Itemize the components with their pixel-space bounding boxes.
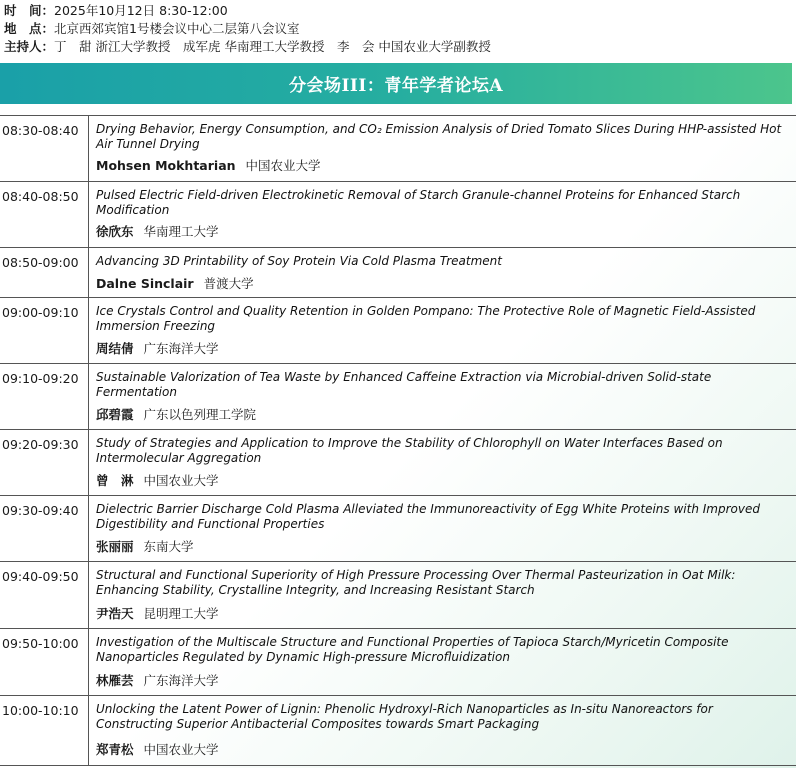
column-divider xyxy=(88,562,89,628)
session-time: 09:10-09:20 xyxy=(2,371,79,386)
column-divider xyxy=(88,116,89,181)
column-divider xyxy=(88,248,89,297)
column-divider xyxy=(88,629,89,695)
speaker-line xyxy=(96,537,194,555)
speaker-name: 林雁芸 xyxy=(96,673,134,688)
time-row xyxy=(4,2,491,20)
session-time: 08:30-08:40 xyxy=(2,123,79,138)
talk-title: Unlocking the Latent Power of Lignin: Phenolic Hydroxyl-Rich Nanoparticles as In-situ Nanoreactors for Constructing Superior Antibacterial Composites towards Smart Packaging xyxy=(96,702,713,731)
place-label: 地 点： xyxy=(4,21,55,36)
speaker-institution: 广东海洋大学 xyxy=(143,673,219,688)
speaker-institution: 中国农业大学 xyxy=(245,158,321,173)
speaker-institution: 普渡大学 xyxy=(203,276,254,291)
speaker-name: 张丽丽 xyxy=(96,539,134,554)
session-time: 09:20-09:30 xyxy=(2,437,79,452)
session-time: 08:40-08:50 xyxy=(2,189,79,204)
host-row xyxy=(4,38,491,56)
talk-title: Study of Strategies and Application to Improve the Stability of Chlorophyll on Water Interfaces Based on Intermolecular Aggregation xyxy=(96,436,723,465)
speaker-name: 邱碧霞 xyxy=(96,407,134,422)
table-row xyxy=(0,298,796,364)
talk-title: Sustainable Valorization of Tea Waste by Enhanced Caffeine Extraction via Microbial-driven Solid-state Fermentation xyxy=(96,370,712,399)
column-divider xyxy=(88,364,89,429)
host-label: 主持人： xyxy=(4,39,55,54)
table-row xyxy=(0,364,796,430)
speaker-line xyxy=(96,740,219,758)
speaker-name: 周结倩 xyxy=(96,341,134,356)
talk-title: Dielectric Barrier Discharge Cold Plasma Alleviated the Immunoreactivity of Egg White Proteins with Improved Digestibility and Functional Properties xyxy=(96,502,760,531)
talk-title: Drying Behavior, Energy Consumption, and CO₂ Emission Analysis of Dried Tomato Slices During HHP-assisted Hot Air Tunnel Drying xyxy=(96,122,782,151)
session-time: 10:00-10:10 xyxy=(2,703,79,718)
session-time: 08:50-09:00 xyxy=(2,255,79,270)
speaker-line xyxy=(96,339,219,357)
speaker-name: Mohsen Mokhtarian xyxy=(96,158,236,173)
speaker-name: 郑青松 xyxy=(96,742,134,757)
speaker-institution: 广东以色列理工学院 xyxy=(143,407,257,422)
talk-title: Advancing 3D Printability of Soy Protein Via Cold Plasma Treatment xyxy=(96,254,502,268)
column-divider xyxy=(88,496,89,561)
speaker-institution: 广东海洋大学 xyxy=(143,341,219,356)
speaker-line xyxy=(96,604,219,622)
talk-title: Structural and Functional Superiority of High Pressure Processing Over Thermal Pasteurization in Oat Milk: Enhancing Stability, Crystalline Integrity, and Increasing Resistant Starch xyxy=(96,568,736,597)
speaker-line xyxy=(96,471,219,489)
session-info xyxy=(4,2,491,56)
column-divider xyxy=(88,182,89,247)
host-value: 丁 甜 浙江大学教授 成军虎 华南理工大学教授 李 会 中国农业大学副教授 xyxy=(54,39,491,54)
speaker-line xyxy=(96,274,254,292)
table-row xyxy=(0,562,796,629)
table-row xyxy=(0,116,796,182)
talk-title: Pulsed Electric Field-driven Electrokinetic Removal of Starch Granule-channel Proteins for Enhanced Starch Modification xyxy=(96,188,741,217)
time-value: 2025年10月12日 8:30-12:00 xyxy=(54,3,228,18)
column-divider xyxy=(88,430,89,495)
session-time: 09:00-09:10 xyxy=(2,305,79,320)
speaker-line xyxy=(96,671,219,689)
place-row xyxy=(4,20,491,38)
speaker-institution: 中国农业大学 xyxy=(143,473,219,488)
speaker-name: 徐欣东 xyxy=(96,224,134,239)
speaker-line xyxy=(96,156,321,174)
talk-title: Ice Crystals Control and Quality Retention in Golden Pompano: The Protective Role of Magnetic Field-Assisted Immersion Freezing xyxy=(96,304,756,333)
session-time: 09:30-09:40 xyxy=(2,503,79,518)
table-row xyxy=(0,496,796,562)
session-banner xyxy=(0,63,792,104)
column-divider xyxy=(88,696,89,765)
speaker-institution: 华南理工大学 xyxy=(143,224,219,239)
speaker-line xyxy=(96,405,256,423)
speaker-name: 尹浩天 xyxy=(96,606,134,621)
speaker-institution: 东南大学 xyxy=(143,539,194,554)
speaker-name: Dalne Sinclair xyxy=(96,276,194,291)
session-time: 09:50-10:00 xyxy=(2,636,79,651)
speaker-name: 曾 淋 xyxy=(96,473,134,488)
time-label: 时 间： xyxy=(4,3,55,18)
column-divider xyxy=(88,298,89,363)
session-title: 分会场III：青年学者论坛A xyxy=(288,76,504,96)
speaker-institution: 昆明理工大学 xyxy=(143,606,219,621)
session-time: 09:40-09:50 xyxy=(2,569,79,584)
talk-title: Investigation of the Multiscale Structure and Functional Properties of Tapioca Starch/Myricetin Composite Nanoparticles Regulated by Dynamic High-pressure Microfluidization xyxy=(96,635,729,664)
table-row xyxy=(0,248,796,298)
schedule-table xyxy=(0,115,796,766)
table-row xyxy=(0,430,796,496)
place-value: 北京西郊宾馆1号楼会议中心二层第八会议室 xyxy=(54,21,300,36)
speaker-line xyxy=(96,222,219,240)
speaker-institution: 中国农业大学 xyxy=(143,742,219,757)
table-row xyxy=(0,182,796,248)
table-row xyxy=(0,696,796,766)
table-row xyxy=(0,629,796,696)
